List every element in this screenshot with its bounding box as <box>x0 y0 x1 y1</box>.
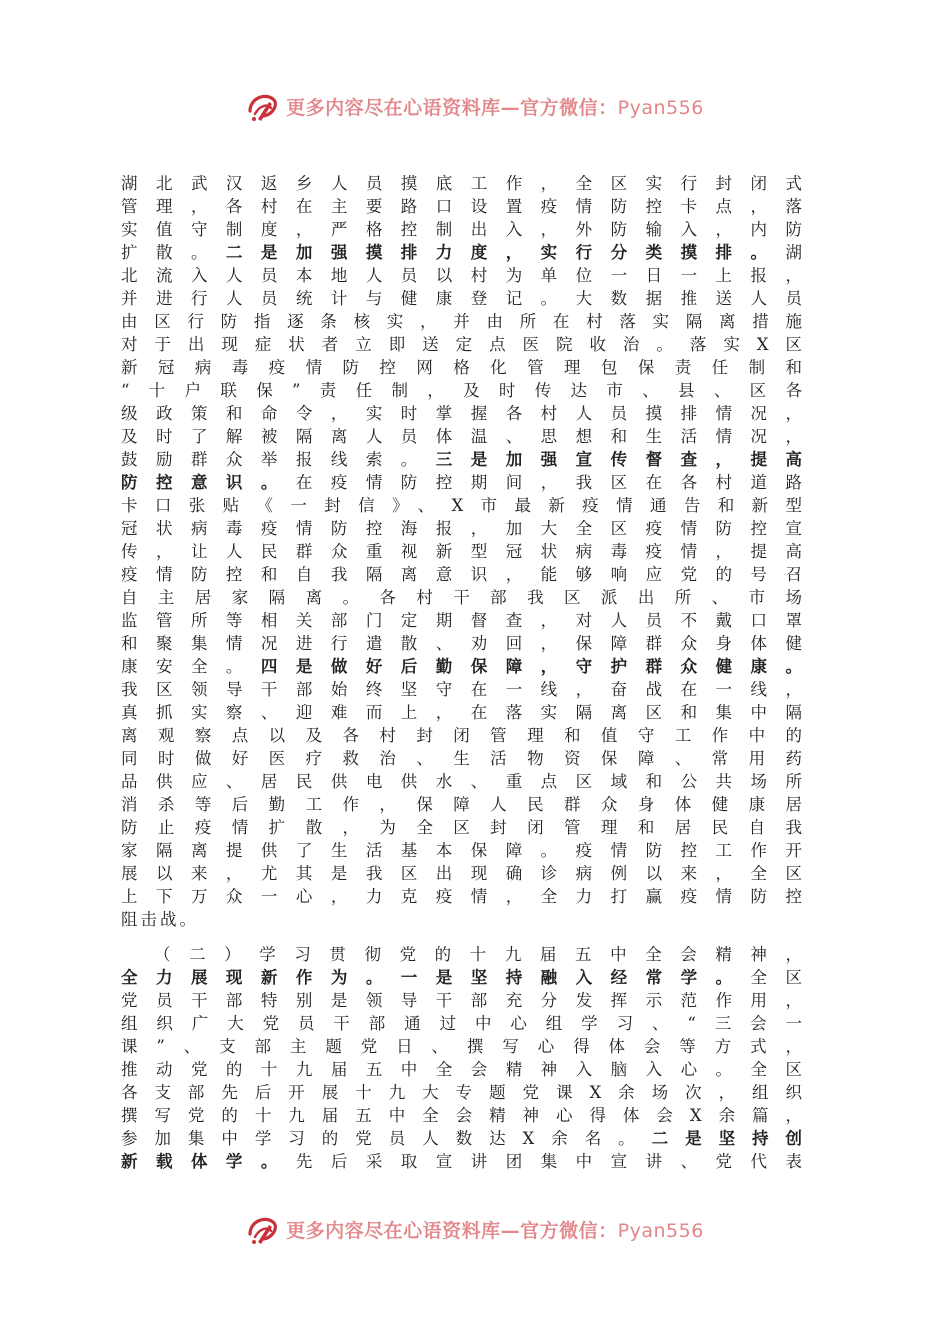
section-line: 党员干部特别是领导干部充分发挥示范作用， <box>121 991 805 1010</box>
body-line: 展以来，尤其是我区出现确诊病例以来，全区 <box>121 864 805 883</box>
body-line: 家隔离提供了生活基本保障。疫情防控工作开 <box>121 841 805 860</box>
pen-swirl-logo-icon <box>246 89 280 123</box>
section-line: 参加集中学习的党员人数达X余名。二是坚持创 <box>121 1129 806 1148</box>
body-line: 管理，各村在主要路口设置疫情防控卡点，落 <box>121 197 805 216</box>
section-heading-line: （二）学习贯彻党的十九届五中全会精神， <box>154 945 805 964</box>
body-line: “十户联保”责任制，及时传达市、县、区各 <box>121 381 805 400</box>
body-line: 由区行防指逐条核实，并由所在村落实隔离措施 <box>121 312 805 331</box>
body-line-last: 阻击战。 <box>121 910 199 929</box>
section-line: 推动党的十九届五中全会精神入脑入心。全区 <box>121 1060 805 1079</box>
body-line: 离观察点以及各村封闭管理和值守工作中的 <box>121 726 805 745</box>
body-line: 上下万众一心，力克疫情，全力打赢疫情防控 <box>121 887 805 906</box>
banner-wechat-id: Pyan556 <box>617 1219 704 1242</box>
body-line: 并进行人员统计与健康登记。大数据推送人员 <box>121 289 805 308</box>
section-line: 全力展现新作为。一是坚持融入经常学。全区 <box>121 968 806 987</box>
body-line: 北流入人员本地人员以村为单位一日一上报， <box>121 266 805 285</box>
body-line: 同时做好医疗救治、生活物资保障、常用药 <box>121 749 805 768</box>
body-line: 级政策和命令，实时掌握各村人员摸排情况， <box>121 404 805 423</box>
body-line: 对于出现症状者立即送定点医院收治。落实X区 <box>121 335 805 354</box>
body-line: 疫情防控和自我隔离意识，能够响应党的号召 <box>121 565 805 584</box>
banner-text: 更多内容尽在心语资料库—官方微信： <box>286 96 618 119</box>
body-line: 冠状病毒疫情防控海报，加大全区疫情防控宣 <box>121 519 805 538</box>
banner-wechat-id: Pyan556 <box>617 96 704 119</box>
section-line: 撰写党的十九届五中全会精神心得体会X余篇， <box>121 1106 805 1125</box>
body-line: 和聚集情况进行遣散、劝回，保障群众身体健 <box>121 634 805 653</box>
body-line: 扩散。二是加强摸排力度，实行分类摸排。湖 <box>121 243 806 262</box>
body-line: 监管所等相关部门定期督查，对人员不戴口罩 <box>121 611 805 630</box>
body-line: 卡口张贴《一封信》、X市最新疫情通告和新型 <box>121 496 805 515</box>
footer-banner <box>0 1209 950 1249</box>
body-line: 自主居家隔离。各村干部我区派出所、市场 <box>121 588 805 607</box>
section-line: 组织广大党员干部通过中心组学习、“三会一 <box>121 1014 805 1033</box>
body-line: 防止疫情扩散，为全区封闭管理和居民自我 <box>121 818 805 837</box>
body-line: 湖北武汉返乡人员摸底工作，全区实行封闭式 <box>121 174 805 193</box>
body-line: 实值守制度，严格控制出入，外防输入，内防 <box>121 220 805 239</box>
header-banner <box>0 86 950 126</box>
body-line: 消杀等后勤工作，保障人民群众身体健康居 <box>121 795 805 814</box>
body-line: 品供应、居民供电供水、重点区域和公共场所 <box>121 772 805 791</box>
pen-swirl-logo-icon <box>246 1212 280 1246</box>
body-line: 及时了解被隔离人员体温、思想和生活情况， <box>121 427 805 446</box>
body-line: 新冠病毒疫情防控网格化管理包保责任制和 <box>121 358 805 377</box>
section-line: 新载体学。先后采取宣讲团集中宣讲、党代表 <box>121 1152 806 1171</box>
banner-text: 更多内容尽在心语资料库—官方微信： <box>286 1219 618 1242</box>
body-line: 防控意识。在疫情防控期间，我区在各村道路 <box>121 473 806 492</box>
body-line: 鼓励群众举报线索。三是加强宣传督查，提高 <box>121 450 806 469</box>
body-line: 真抓实察、迎难而上，在落实隔离区和集中隔 <box>121 703 805 722</box>
document-body <box>121 172 805 1173</box>
body-line: 传，让人民群众重视新型冠状病毒疫情，提高 <box>121 542 805 561</box>
body-line: 我区领导干部始终坚守在一线，奋战在一线， <box>121 680 805 699</box>
body-line: 康安全。四是做好后勤保障，守护群众健康。 <box>121 657 806 676</box>
section-line: 课”、支部主题党日、撰写心得体会等方式， <box>121 1037 805 1056</box>
section-line: 各支部先后开展十九大专题党课X余场次，组织 <box>121 1083 805 1102</box>
